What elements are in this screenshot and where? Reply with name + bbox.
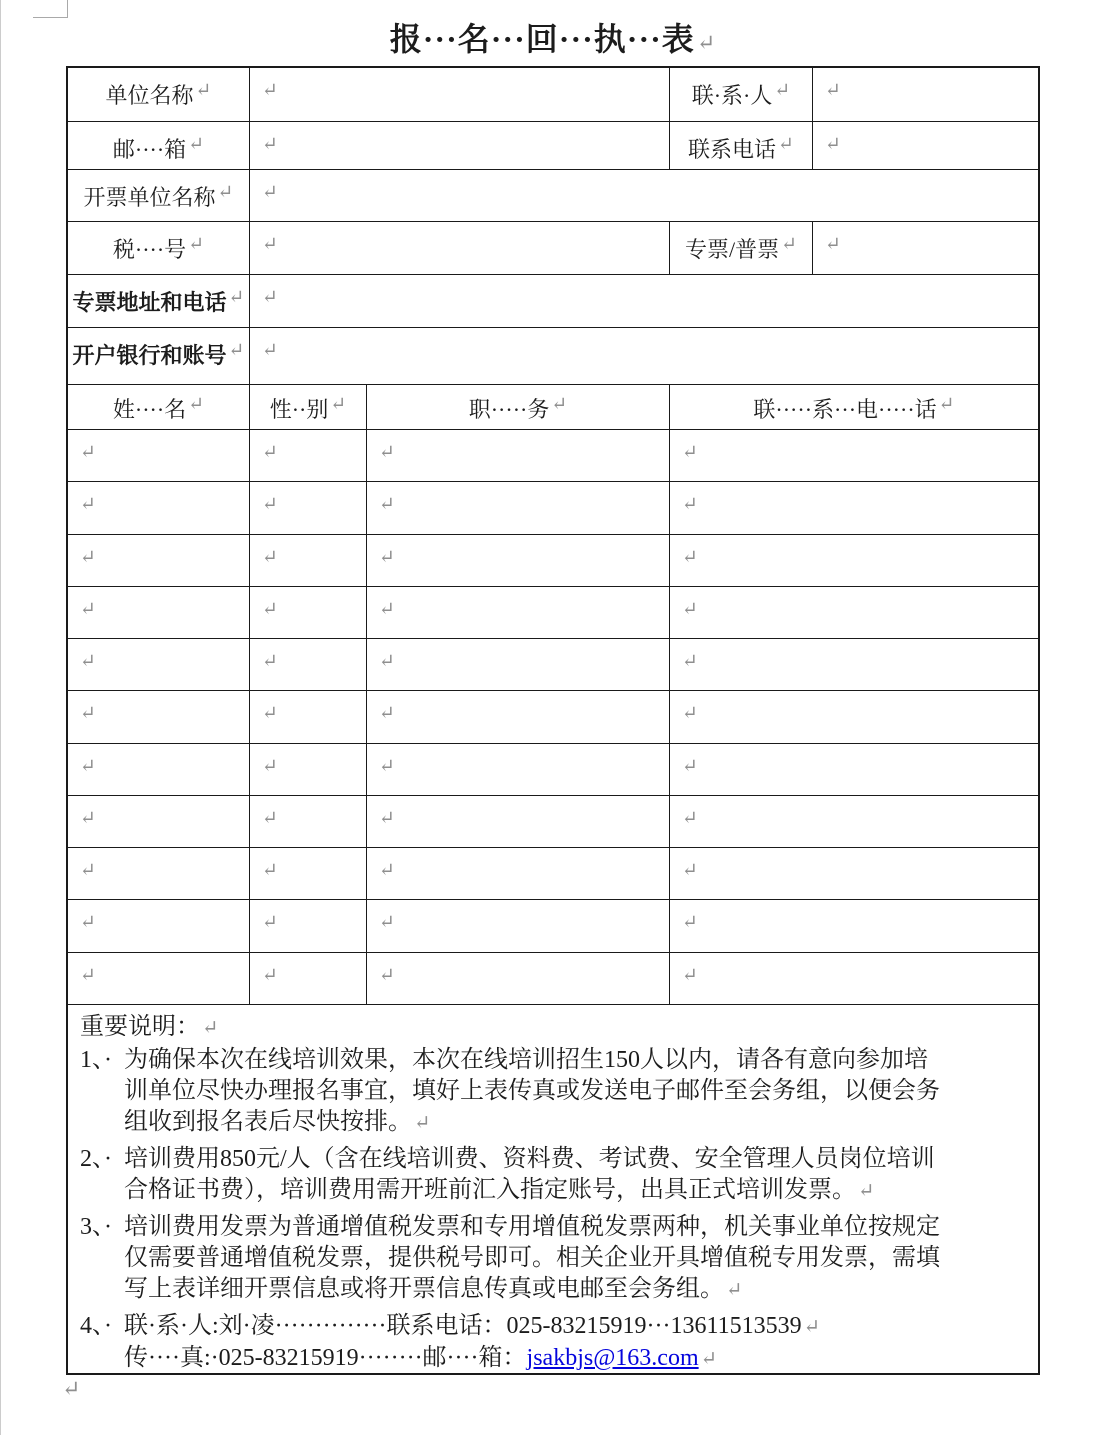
roster-empty-cell[interactable] bbox=[367, 587, 670, 638]
page-title-text: 报···名···回···执···表 bbox=[389, 21, 695, 57]
paragraph-mark: ↵ bbox=[195, 80, 212, 101]
roster-empty-cell[interactable] bbox=[250, 587, 367, 638]
note-text-line: 培训费用发票为普通增值税发票和专用增值税发票两种，机关事业单位按规定 bbox=[124, 1213, 940, 1240]
note-text-line: 组收到报名表后尽快按排。 ↵ bbox=[124, 1108, 431, 1135]
roster-empty-cell[interactable] bbox=[670, 482, 1038, 533]
paragraph-mark: ↵ bbox=[682, 860, 698, 882]
paragraph-mark: ↵ bbox=[682, 703, 698, 725]
roster-empty-rows bbox=[68, 430, 1038, 1005]
paragraph-mark: ↵ bbox=[262, 546, 278, 568]
paragraph-mark: ↵ bbox=[379, 494, 395, 516]
contact-info-line: 联·系·人:刘·凌··············联系电话：025-83215919···13611513539 ↵ bbox=[124, 1312, 821, 1339]
invoice-type-label-cell bbox=[670, 222, 813, 274]
paragraph-mark: ↵ bbox=[379, 598, 395, 620]
note-text-line: 培训费用850元/人（含在线培训费、资料费、考试费、安全管理人员岗位培训 bbox=[124, 1145, 935, 1172]
email-value-cell[interactable] bbox=[250, 122, 670, 169]
table-row-unit-name bbox=[68, 68, 1038, 122]
roster-empty-cell[interactable] bbox=[670, 848, 1038, 899]
paragraph-mark: ↵ bbox=[825, 134, 841, 155]
paragraph-mark: ↵ bbox=[379, 964, 395, 986]
bank-account-label: 开户银行和账号 bbox=[72, 343, 227, 368]
roster-empty-cell[interactable] bbox=[68, 639, 250, 690]
roster-empty-cell[interactable] bbox=[250, 535, 367, 586]
paragraph-mark: ↵ bbox=[80, 651, 96, 673]
table-row-invoice-unit bbox=[68, 170, 1038, 222]
email-link[interactable]: jsakbjs@163.com bbox=[526, 1344, 699, 1371]
paragraph-mark: ↵ bbox=[80, 442, 96, 463]
paragraph-mark: ↵ bbox=[262, 80, 278, 101]
paragraph-mark: ↵ bbox=[262, 442, 278, 463]
contact-phone-label-cell bbox=[670, 122, 813, 169]
paragraph-mark: ↵ bbox=[262, 755, 278, 777]
notes-cell bbox=[68, 1005, 1038, 1373]
roster-empty-cell[interactable] bbox=[670, 744, 1038, 795]
paragraph-mark: ↵ bbox=[379, 912, 395, 934]
invoice-type-label: 专票/普票 bbox=[684, 237, 780, 262]
paragraph-mark: ↵ bbox=[726, 1278, 743, 1301]
paragraph-mark: ↵ bbox=[262, 234, 278, 255]
paragraph-mark: ↵ bbox=[80, 912, 96, 934]
paragraph-mark: ↵ bbox=[80, 546, 96, 568]
roster-empty-cell[interactable] bbox=[68, 796, 250, 847]
roster-empty-cell[interactable] bbox=[68, 691, 250, 742]
paragraph-mark: ↵ bbox=[262, 182, 278, 203]
roster-empty-cell[interactable] bbox=[670, 691, 1038, 742]
paragraph-mark: ↵ bbox=[228, 340, 245, 361]
paragraph-mark: ↵ bbox=[262, 340, 278, 361]
tax-id-label: 税····号 bbox=[112, 237, 187, 262]
roster-empty-cell[interactable] bbox=[367, 744, 670, 795]
roster-empty-row bbox=[68, 482, 1038, 534]
roster-header-name: 姓····名 ↵ bbox=[68, 385, 250, 429]
paragraph-mark: ↵ bbox=[682, 546, 698, 568]
paragraph-mark: ↵ bbox=[414, 1111, 431, 1134]
paragraph-mark: ↵ bbox=[188, 134, 205, 155]
paragraph-mark: ↵ bbox=[700, 1347, 718, 1370]
paragraph-mark: ↵ bbox=[262, 651, 278, 673]
final-paragraph-mark: ↵ bbox=[62, 1376, 81, 1401]
roster-empty-row bbox=[68, 639, 1038, 691]
paragraph-mark: ↵ bbox=[682, 912, 698, 934]
roster-empty-cell[interactable] bbox=[68, 848, 250, 899]
invoice-type-value-cell[interactable] bbox=[813, 222, 1038, 274]
note-text-line: 仅需要普通增值税发票，提供税号即可。相关企业开具增值税专用发票，需填 bbox=[124, 1244, 940, 1271]
roster-empty-cell[interactable] bbox=[68, 744, 250, 795]
margin-crop-mark bbox=[33, 0, 68, 18]
paragraph-mark: ↵ bbox=[379, 755, 395, 777]
paragraph-mark: ↵ bbox=[379, 703, 395, 725]
paragraph-mark: ↵ bbox=[262, 287, 278, 308]
tax-id-value-cell[interactable] bbox=[250, 222, 670, 274]
roster-empty-cell[interactable] bbox=[68, 587, 250, 638]
roster-empty-cell[interactable] bbox=[250, 744, 367, 795]
invoice-unit-value-cell[interactable] bbox=[250, 170, 1038, 221]
roster-header-gender: 性··别 ↵ bbox=[250, 385, 367, 429]
paragraph-mark: ↵ bbox=[188, 394, 205, 415]
roster-empty-cell[interactable] bbox=[68, 953, 250, 1004]
invoice-address-value-cell[interactable] bbox=[250, 275, 1038, 327]
roster-empty-cell[interactable] bbox=[250, 900, 367, 951]
paragraph-mark: ↵ bbox=[682, 755, 698, 777]
note-text-line: 训单位尽快办理报名事宜，填好上表传真或发送电子邮件至会务组，以便会务 bbox=[124, 1077, 940, 1104]
unit-name-label-cell bbox=[68, 68, 250, 121]
paragraph-mark: ↵ bbox=[262, 703, 278, 725]
roster-empty-cell[interactable] bbox=[367, 482, 670, 533]
note-item-4-marker: 4、· bbox=[80, 1312, 112, 1339]
roster-empty-cell[interactable] bbox=[250, 953, 367, 1004]
note-item-2 bbox=[80, 1144, 1024, 1207]
note-text-line: 为确保本次在线培训效果，本次在线培训招生150人以内，请各有意向参加培 bbox=[124, 1046, 928, 1073]
paragraph-mark: ↵ bbox=[80, 494, 96, 516]
roster-empty-cell[interactable] bbox=[68, 430, 250, 481]
paragraph-mark: ↵ bbox=[781, 234, 798, 255]
paragraph-mark: ↵ bbox=[551, 394, 568, 415]
notes-row bbox=[68, 1005, 1038, 1373]
paragraph-mark: ↵ bbox=[262, 598, 278, 620]
roster-empty-cell[interactable] bbox=[367, 639, 670, 690]
paragraph-mark: ↵ bbox=[774, 80, 791, 101]
roster-empty-cell[interactable] bbox=[670, 535, 1038, 586]
paragraph-mark: ↵ bbox=[262, 134, 278, 155]
unit-name-label: 单位名称 bbox=[105, 83, 194, 108]
paragraph-mark: ↵ bbox=[202, 1016, 219, 1039]
note-item-1 bbox=[80, 1045, 1024, 1139]
paragraph-mark: ↵ bbox=[379, 807, 395, 829]
paragraph-mark: ↵ bbox=[379, 442, 395, 463]
email-label-cell bbox=[68, 122, 250, 169]
note-item-3 bbox=[80, 1212, 1024, 1306]
table-row-email bbox=[68, 122, 1038, 170]
roster-empty-cell[interactable] bbox=[670, 900, 1038, 951]
roster-empty-row bbox=[68, 535, 1038, 587]
paragraph-mark: ↵ bbox=[80, 598, 96, 620]
email-label: 邮····箱 bbox=[112, 137, 187, 162]
paragraph-mark: ↵ bbox=[803, 1315, 821, 1338]
note-text-line: 合格证书费），培训费用需开班前汇入指定账号，出具正式培训发票。 ↵ bbox=[124, 1176, 875, 1203]
paragraph-mark: ↵ bbox=[682, 964, 698, 986]
roster-empty-cell[interactable] bbox=[68, 482, 250, 533]
paragraph-mark: ↵ bbox=[262, 860, 278, 882]
paragraph-mark: ↵ bbox=[682, 442, 698, 463]
paragraph-mark: ↵ bbox=[262, 494, 278, 516]
paragraph-mark: ↵ bbox=[858, 1179, 875, 1202]
table-row-tax-id bbox=[68, 222, 1038, 275]
contact-person-label-cell bbox=[670, 68, 813, 121]
roster-empty-cell[interactable] bbox=[670, 430, 1038, 481]
paragraph-mark: ↵ bbox=[778, 134, 794, 155]
roster-empty-cell[interactable] bbox=[670, 953, 1038, 1004]
roster-empty-cell[interactable] bbox=[250, 430, 367, 481]
note-item-4 bbox=[80, 1311, 1024, 1373]
roster-header-row bbox=[68, 385, 1038, 430]
roster-empty-cell[interactable] bbox=[367, 900, 670, 951]
paragraph-mark: ↵ bbox=[80, 755, 96, 777]
unit-name-value-cell[interactable] bbox=[250, 68, 670, 121]
paragraph-mark: ↵ bbox=[379, 546, 395, 568]
paragraph-mark: ↵ bbox=[228, 287, 245, 308]
roster-empty-cell[interactable] bbox=[367, 848, 670, 899]
roster-empty-cell[interactable] bbox=[68, 535, 250, 586]
paragraph-mark: ↵ bbox=[80, 860, 96, 882]
roster-empty-row bbox=[68, 691, 1038, 743]
contact-person-value-cell[interactable] bbox=[813, 68, 1038, 121]
paragraph-mark: ↵ bbox=[80, 807, 96, 829]
roster-empty-cell[interactable] bbox=[367, 430, 670, 481]
note-item-1-marker: 1、· bbox=[80, 1046, 112, 1073]
bank-account-label-cell bbox=[68, 328, 250, 384]
paragraph-mark: ↵ bbox=[825, 234, 841, 255]
roster-empty-row bbox=[68, 430, 1038, 482]
roster-empty-cell[interactable] bbox=[367, 691, 670, 742]
note-text-line: 写上表详细开票信息或将开票信息传真或电邮至会务组。 ↵ bbox=[124, 1275, 743, 1302]
table-row-bank-account bbox=[68, 328, 1038, 385]
roster-empty-cell[interactable] bbox=[250, 796, 367, 847]
note-item-2-marker: 2、· bbox=[80, 1145, 112, 1172]
invoice-unit-label-cell bbox=[68, 170, 250, 221]
paragraph-mark: ↵ bbox=[938, 394, 955, 415]
invoice-address-label: 专票地址和电话 bbox=[72, 290, 227, 315]
roster-empty-cell[interactable] bbox=[367, 953, 670, 1004]
page-edge-line bbox=[0, 0, 2, 1435]
paragraph-mark: ↵ bbox=[682, 494, 698, 516]
roster-empty-cell[interactable] bbox=[68, 900, 250, 951]
roster-empty-cell[interactable] bbox=[670, 639, 1038, 690]
roster-empty-row bbox=[68, 953, 1038, 1005]
note-item-3-marker: 3、· bbox=[80, 1213, 112, 1240]
contact-phone-value-cell[interactable] bbox=[813, 122, 1038, 169]
roster-empty-cell[interactable] bbox=[250, 482, 367, 533]
roster-empty-row bbox=[68, 796, 1038, 848]
bank-account-value-cell[interactable] bbox=[250, 328, 1038, 384]
paragraph-mark: ↵ bbox=[379, 860, 395, 882]
tax-id-label-cell bbox=[68, 222, 250, 274]
paragraph-mark: ↵ bbox=[825, 80, 841, 101]
contact-phone-label: 联系电话 bbox=[688, 137, 777, 162]
roster-empty-cell[interactable] bbox=[367, 535, 670, 586]
roster-empty-cell[interactable] bbox=[250, 848, 367, 899]
paragraph-mark: ↵ bbox=[217, 182, 234, 203]
roster-empty-row bbox=[68, 900, 1038, 952]
paragraph-mark: ↵ bbox=[80, 964, 96, 986]
paragraph-mark: ↵ bbox=[682, 807, 698, 829]
registration-table bbox=[66, 66, 1040, 1375]
paragraph-mark: ↵ bbox=[696, 30, 717, 55]
paragraph-mark: ↵ bbox=[262, 807, 278, 829]
page-title bbox=[66, 14, 1040, 60]
fax-email-line: 传····真:·025-83215919········邮····箱：jsakbjs@163.com ↵ bbox=[124, 1344, 718, 1371]
paragraph-mark: ↵ bbox=[262, 912, 278, 934]
paragraph-mark: ↵ bbox=[80, 703, 96, 725]
roster-empty-cell[interactable] bbox=[367, 796, 670, 847]
roster-empty-row bbox=[68, 744, 1038, 796]
paragraph-mark: ↵ bbox=[682, 598, 698, 620]
roster-empty-cell[interactable] bbox=[250, 639, 367, 690]
notes-heading: 重要说明： ↵ bbox=[80, 1013, 219, 1040]
roster-empty-row bbox=[68, 848, 1038, 900]
table-row-invoice-address bbox=[68, 275, 1038, 328]
paragraph-mark: ↵ bbox=[682, 651, 698, 673]
roster-empty-cell[interactable] bbox=[670, 796, 1038, 847]
invoice-address-label-cell bbox=[68, 275, 250, 327]
roster-empty-row bbox=[68, 587, 1038, 639]
invoice-unit-label: 开票单位名称 bbox=[83, 185, 216, 210]
contact-person-label: 联·系·人 bbox=[691, 83, 773, 108]
roster-header-position: 职·····务 ↵ bbox=[367, 385, 670, 429]
roster-empty-cell[interactable] bbox=[250, 691, 367, 742]
paragraph-mark: ↵ bbox=[330, 394, 347, 415]
paragraph-mark: ↵ bbox=[262, 964, 278, 986]
roster-empty-cell[interactable] bbox=[670, 587, 1038, 638]
roster-header-phone: 联·····系···电·····话 ↵ bbox=[753, 394, 955, 422]
paragraph-mark: ↵ bbox=[379, 651, 395, 673]
paragraph-mark: ↵ bbox=[188, 234, 205, 255]
